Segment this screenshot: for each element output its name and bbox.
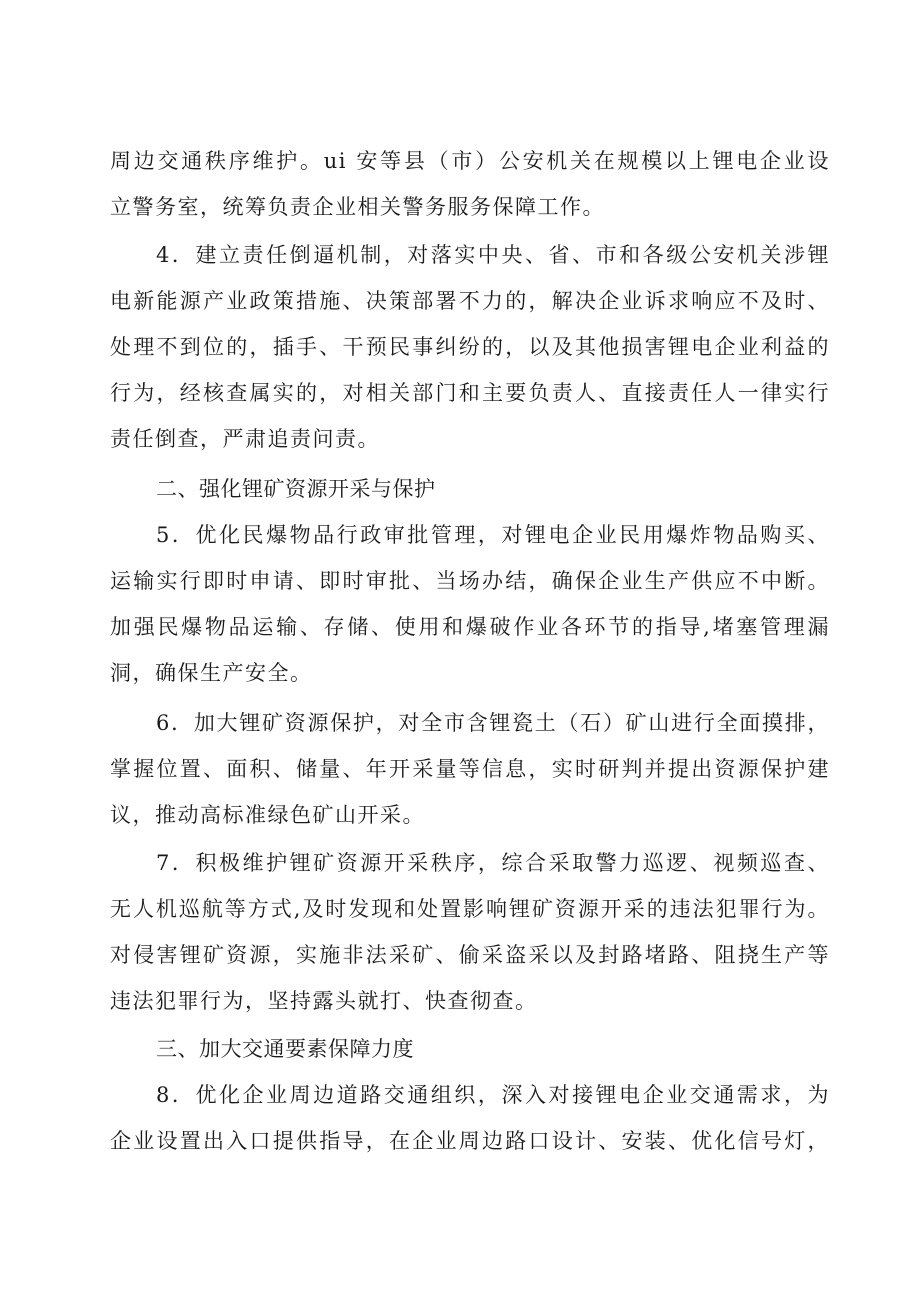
text-line: 8．优化企业周边道路交通组织，深入对接锂电企业交通需求，为 — [156, 1083, 830, 1107]
text-line: 5．优化民爆物品行政审批管理，对锂电企业民用爆炸物品购买、 — [156, 523, 830, 547]
paragraph-item-4 — [110, 232, 830, 462]
text-line: 运输实行即时申请、即时审批、当场办结，确保企业生产供应不中断。 — [110, 569, 830, 593]
paragraph-item-5 — [110, 512, 830, 696]
text-line: 议，推动高标准绿色矿山开采。 — [110, 803, 425, 827]
text-line: 6．加大锂矿资源保护，对全市含锂瓷土（石）矿山进行全面摸排， — [156, 711, 830, 735]
text-line: 对侵害锂矿资源，实施非法采矿、偷采盗采以及封路堵路、阻挠生产等 — [110, 943, 830, 967]
section-heading-2: 二、强化锂矿资源开采与保护 — [156, 477, 436, 501]
text-line: 处理不到位的，插手、干预民事纠纷的，以及其他损害锂电企业利益的 — [110, 335, 830, 359]
text-line: 企业设置出入口提供指导，在企业周边路口设计、安装、优化信号灯， — [110, 1129, 830, 1153]
text-line: 立警务室，统筹负责企业相关警务服务保障工作。 — [110, 195, 605, 219]
text-line: 4．建立责任倒逼机制，对落实中央、省、市和各级公安机关涉锂 — [156, 243, 830, 267]
paragraph-item-7 — [110, 840, 830, 1024]
text-line: 无人机巡航等方式,及时发现和处置影响锂矿资源开采的违法犯罪行为。 — [110, 897, 830, 921]
text-line: 电新能源产业政策措施、决策部署不力的，解决企业诉求响应不及时、 — [110, 289, 830, 313]
text-line: 掌握位置、面积、储量、年开采量等信息，实时研判并提出资源保护建 — [110, 757, 830, 781]
text-line: 责任倒查，严肃追责问责。 — [110, 427, 380, 451]
section-heading-3: 三、加大交通要素保障力度 — [156, 1037, 414, 1061]
text-line: 洞，确保生产安全。 — [110, 661, 313, 685]
paragraph-item-6 — [110, 700, 830, 838]
paragraph-item-8 — [110, 1072, 830, 1164]
text-line: 加强民爆物品运输、存储、使用和爆破作业各环节的指导,堵塞管理漏 — [110, 615, 830, 639]
text-line: 周边交通秩序维护。ui 安等县（市）公安机关在规模以上锂电企业设 — [110, 149, 830, 173]
paragraph-continuation — [110, 138, 830, 230]
text-line: 违法犯罪行为，坚持露头就打、快查彻查。 — [110, 989, 538, 1013]
text-line: 7．积极维护锂矿资源开采秩序，综合采取警力巡逻、视频巡查、 — [156, 851, 830, 875]
text-line: 行为，经核查属实的，对相关部门和主要负责人、直接责任人一律实行 — [110, 381, 830, 405]
